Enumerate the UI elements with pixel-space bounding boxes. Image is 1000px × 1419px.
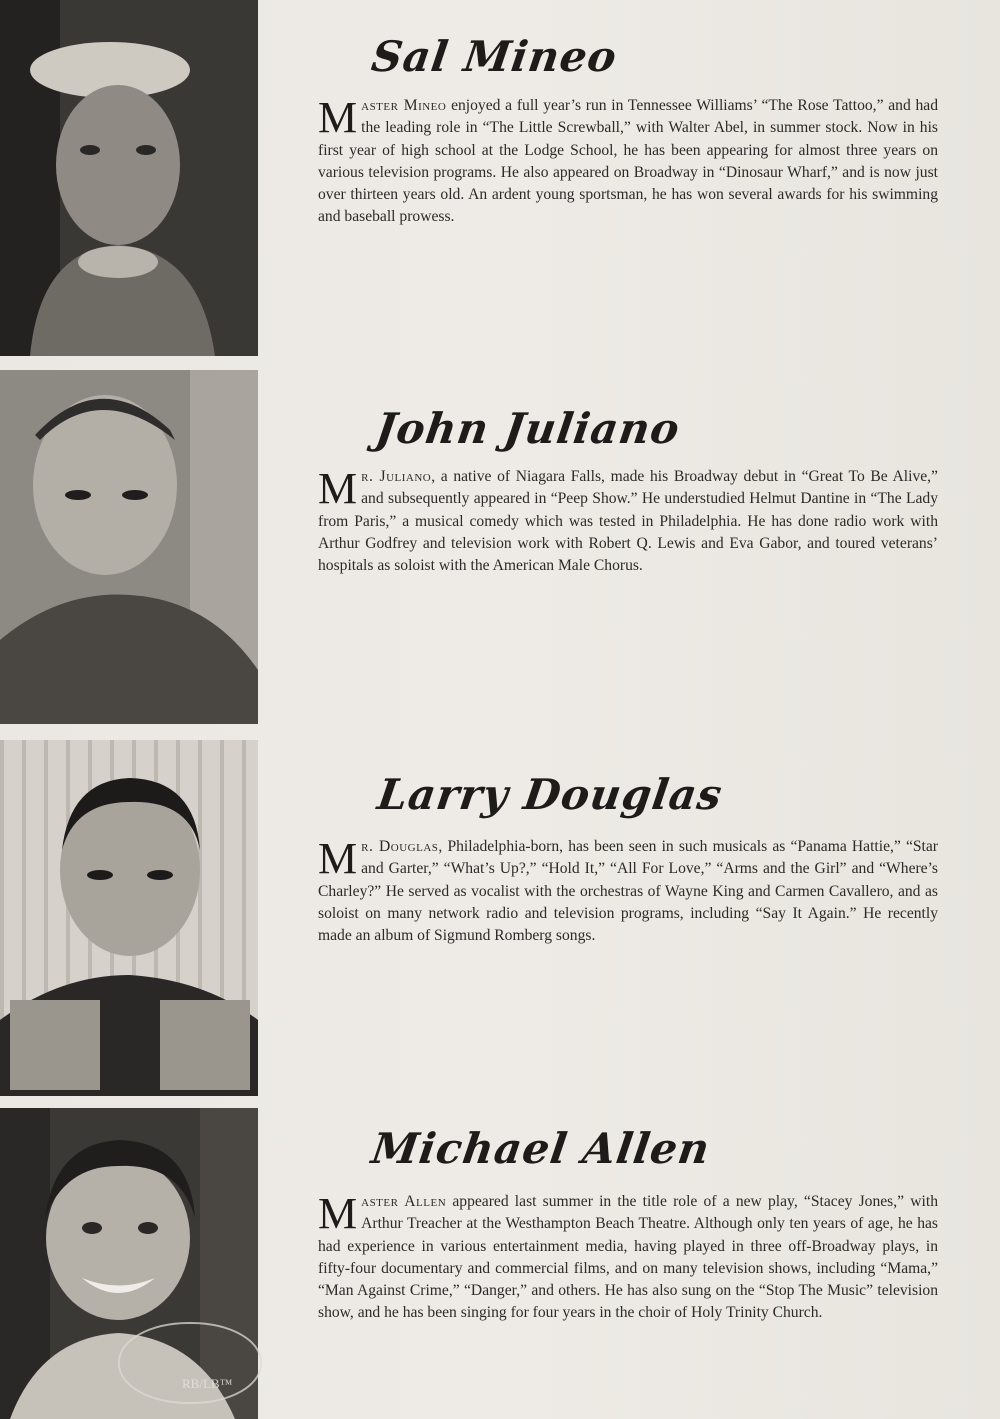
performer-name: John Juliano	[372, 404, 684, 453]
bio-lead: r. Douglas	[361, 838, 439, 855]
performer-name: Michael Allen	[368, 1124, 714, 1173]
bio-text: enjoyed a full year’s run in Tennessee Williams’ “The Rose Tattoo,” and had the leading role in “The Little Screwball,” with Walter Abel, in summer stock. Now in his first year of high school at the Lodge School, he has been appearing for almost three years on various television programs. He also appeared on Broadway in “Dinosaur Wharf,” and is now just over thirteen years old. An ardent young sportsman, he has won several awards for his swimming and baseball prowess.	[318, 97, 939, 226]
portrait-photo-sal-mineo	[0, 0, 258, 356]
performer-bio	[318, 95, 938, 229]
bio-lead: r. Juliano	[361, 468, 432, 485]
performer-name: Larry Douglas	[374, 770, 726, 819]
bio-text: , a native of Niagara Falls, made his Broadway debut in “Great To Be Alive,” and subsequently appeared in “Peep Show.” He understudied Helmut Dantine in “The Lady from Paris,” a musical comedy which was tested in Philadelphia. He has done radio work with Arthur Godfrey and television work with Robert Q. Lewis and Eva Gabor, and toured veterans’ hospitals as soloist with the American Male Chorus.	[318, 468, 938, 575]
portrait-photo-larry-douglas	[0, 740, 258, 1096]
performer-bio	[318, 466, 938, 577]
drop-cap: M	[318, 1189, 358, 1238]
portrait-photo-john-juliano	[0, 370, 258, 724]
performer-bio	[318, 836, 938, 947]
bio-lead: aster Mineo	[361, 97, 447, 114]
drop-cap: M	[318, 464, 358, 513]
bio-text: appeared last summer in the title role of a new play, “Stacey Jones,” with Arthur Treacher at the Westhampton Beach Theatre. Although only ten years of age, he has had experience in various entertainment media, having played in three off-Broadway plays, in fifty-four documentary and commercial films, and on many television shows, including “Mama,” “Man Against Crime,” “Danger,” and others. He has also sung on the “Stop The Music” television show, and he has been singing for four years in the choir of Holy Trinity Church.	[318, 1193, 938, 1322]
performer-name: Sal Mineo	[368, 32, 621, 81]
watermark-seal	[118, 1322, 262, 1404]
watermark-text: RB/LB™	[182, 1376, 233, 1391]
drop-cap: M	[318, 93, 358, 142]
drop-cap: M	[318, 834, 358, 883]
bio-lead: aster Allen	[361, 1193, 447, 1210]
performer-bio	[318, 1191, 938, 1325]
bio-text: , Philadelphia-born, has been seen in such musicals as “Panama Hattie,” “Star and Garter,” “What’s Up?,” “Hold It,” “All For Love,” “Arms and the Girl” and “Where’s Charley?” He served as vocalist with the orchestras of Wayne King and Carmen Cavallero, and as soloist on many network radio and television programs, including “Say It Again.” He recently made an album of Sigmund Romberg songs.	[318, 838, 938, 945]
